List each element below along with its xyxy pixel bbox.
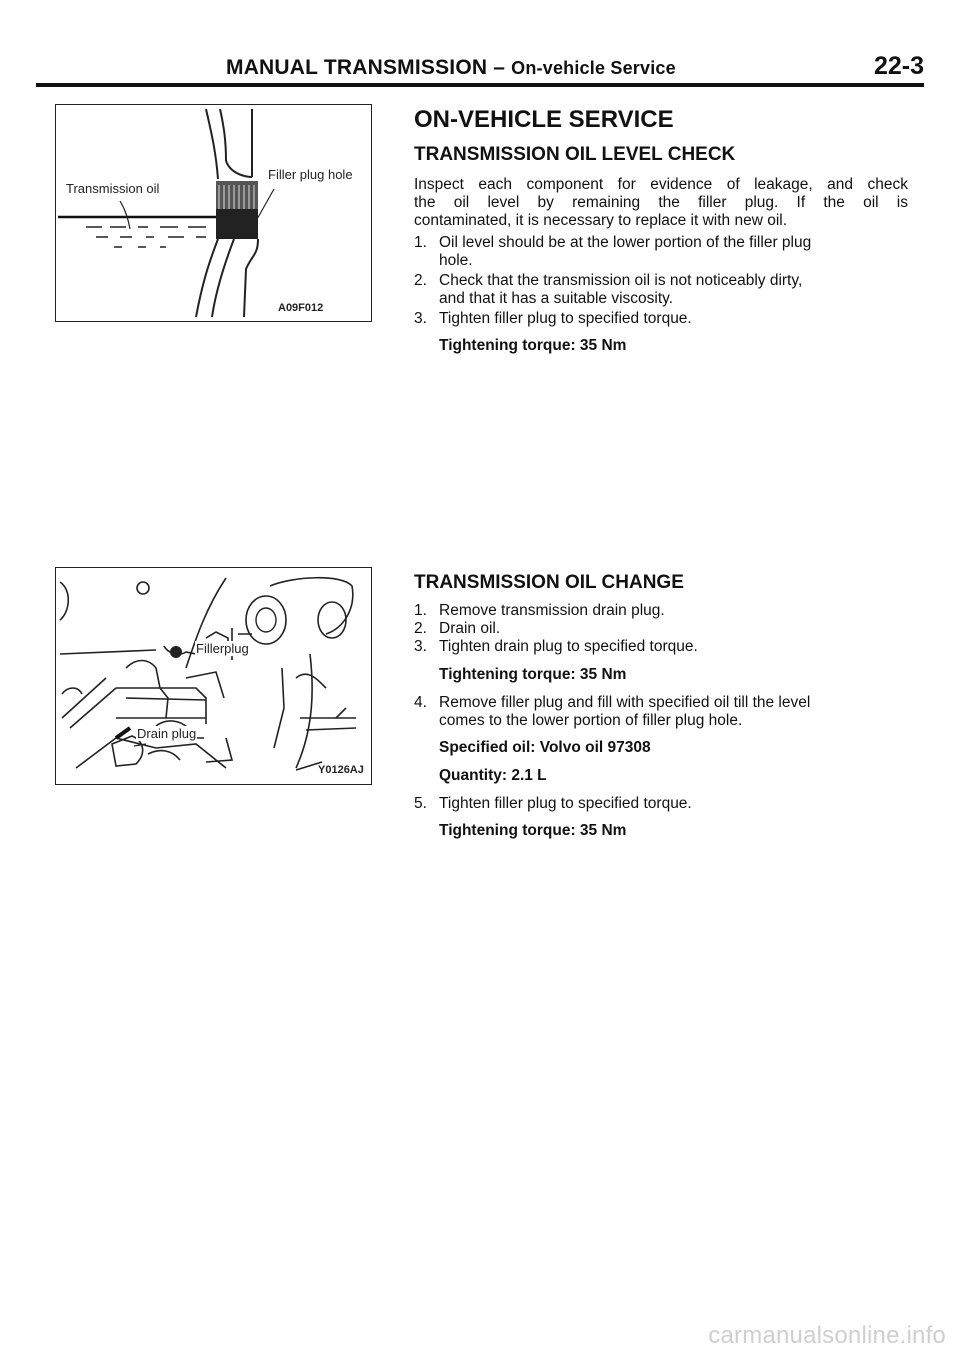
oil-change-step-1 (414, 602, 908, 620)
label-transmission-oil: Transmission oil (66, 181, 160, 196)
oil-level-diagram (56, 105, 371, 321)
step-text-line-1: Tighten filler plug to specified torque. (439, 795, 692, 812)
step-number: 1. (414, 602, 427, 619)
step-text-line-1: Oil level should be at the lower portion of the filler plug (439, 234, 812, 251)
figure1-code: A09F012 (278, 302, 324, 314)
level-check-intro-1: Inspect each component for evidence of leakage, and check (414, 176, 908, 193)
step-number: 1. (414, 234, 427, 251)
step-text-line-1: Tighten drain plug to specified torque. (439, 638, 698, 655)
plug-location-diagram (56, 568, 371, 784)
page-number: 22-3 (873, 52, 924, 80)
oil-change-step-5 (414, 795, 908, 813)
step-number: 3. (414, 638, 427, 655)
figure-plug-locations (55, 567, 372, 785)
step-text-line-2: and that it has a suitable viscosity. (439, 290, 674, 307)
step-text-line-2: hole. (439, 252, 473, 269)
level-check-intro-2: the oil level by remaining the filler plug. If the oil is (414, 194, 908, 211)
step-text-line-1: Remove filler plug and fill with specified oil till the level (439, 694, 811, 711)
step-text-line-1: Check that the transmission oil is not noticeably dirty, (439, 272, 803, 289)
level-check-heading: TRANSMISSION OIL LEVEL CHECK (414, 144, 736, 165)
level-check-step-2 (414, 272, 908, 308)
figure-oil-level (55, 104, 372, 322)
oil-change-torque-2: Tightening torque: 35 Nm (439, 822, 627, 839)
step-number: 3. (414, 310, 427, 327)
step-number: 5. (414, 795, 427, 812)
header-subtitle: On-vehicle Service (511, 58, 676, 78)
label-drain-plug: Drain plug (137, 726, 197, 741)
oil-change-step-3 (414, 638, 908, 656)
oil-change-step-4 (414, 694, 908, 730)
header-rule (36, 83, 924, 87)
step-text-line-2: comes to the lower portion of filler plug hole. (439, 712, 743, 729)
label-filler-plug: Fillerplug (196, 641, 249, 656)
level-check-torque: Tightening torque: 35 Nm (439, 337, 627, 354)
label-filler-plug-hole: Filler plug hole (268, 167, 353, 182)
step-text-line-1: Drain oil. (439, 620, 501, 637)
figure2-code: Y0126AJ (318, 764, 364, 776)
step-text-line-1: Remove transmission drain plug. (439, 602, 665, 619)
header-dash: – (493, 56, 506, 79)
oil-change-torque-1: Tightening torque: 35 Nm (439, 666, 627, 683)
header-title-main: MANUAL TRANSMISSION (226, 56, 488, 79)
specified-oil: Specified oil: Volvo oil 97308 (439, 739, 651, 756)
step-text-line-1: Tighten filler plug to specified torque. (439, 310, 692, 327)
step-number: 4. (414, 694, 427, 711)
watermark: carmanualsonline.info (708, 1322, 946, 1349)
oil-change-heading: TRANSMISSION OIL CHANGE (414, 572, 684, 593)
level-check-intro-3: contaminated, it is necessary to replace it with new oil. (414, 212, 788, 229)
level-check-step-3 (414, 310, 908, 328)
page-header (0, 0, 960, 90)
level-check-step-1 (414, 234, 908, 270)
header-title (226, 56, 676, 80)
step-number: 2. (414, 620, 427, 637)
step-number: 2. (414, 272, 427, 289)
oil-quantity: Quantity: 2.1 L (439, 767, 547, 784)
oil-change-step-2 (414, 620, 908, 638)
section-heading: ON-VEHICLE SERVICE (414, 106, 674, 133)
